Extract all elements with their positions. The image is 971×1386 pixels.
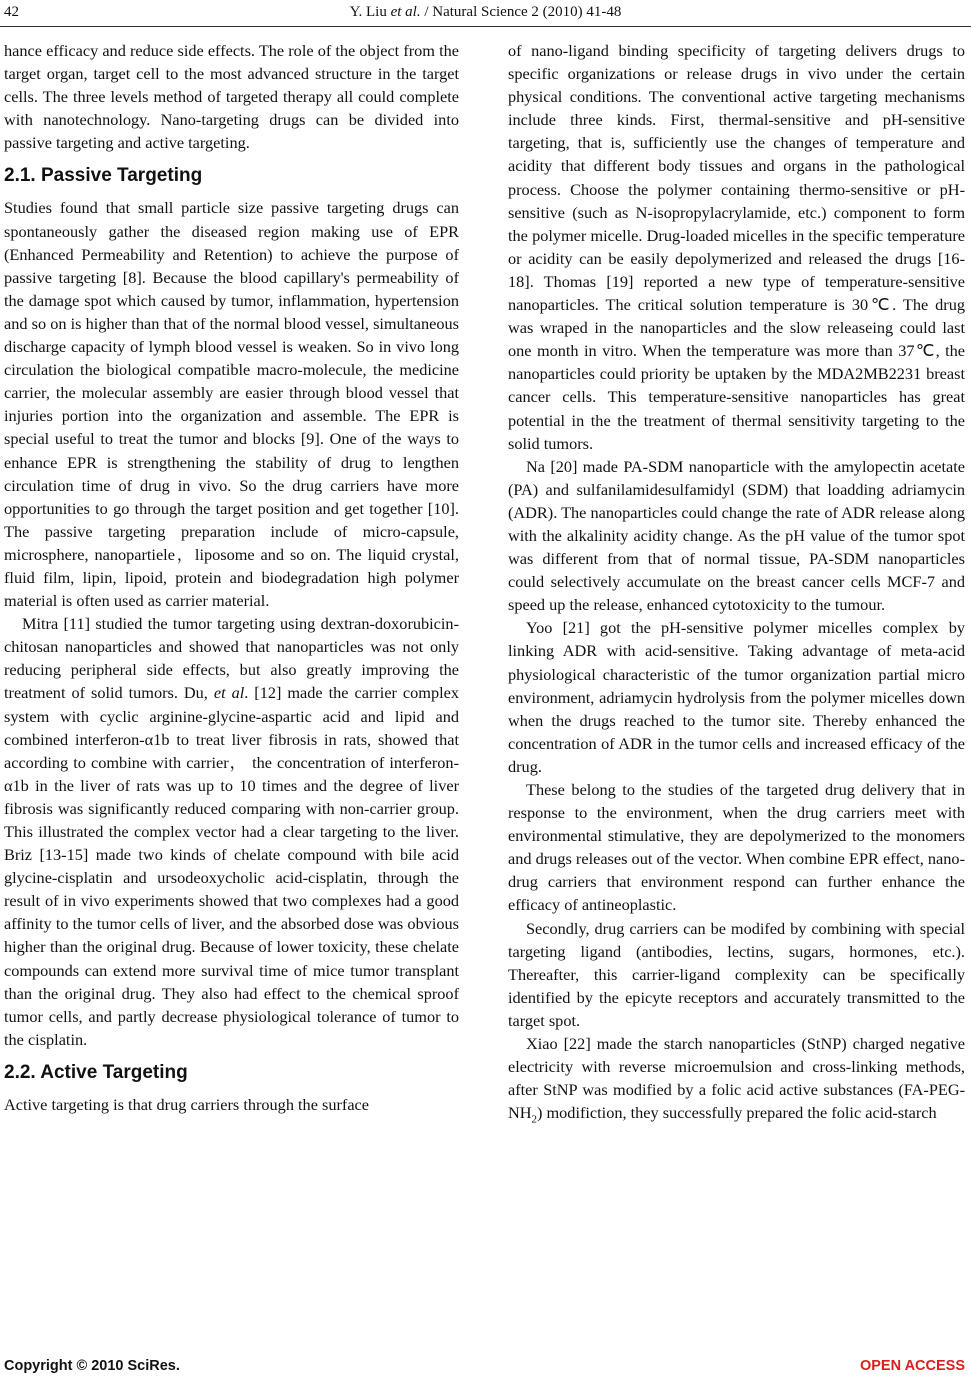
running-title xyxy=(0,4,971,21)
mitra-text-b: . [12] made the carrier complex system with cyclic arginine-glycine-aspartic acid and lipid and combined interferon-α1b to treat liver fibrosis in rats, showed that according to combine with carrier， the concentration of interferon-α1b in the liver of rats was up to 10 times and the degree of liver fibrosis was significantly reduced comparing with non-carrier group. This illustrated the complex vector had a clear targeting to the liver. Briz [13-15] made two kinds of chelate compound with bile acid glycine-cisplatin and ursodeoxycholic acid-cisplatin, through the result of in vivo experiments showed that two complexes had a good affinity to the tumor cells of liver, and the absorbed dose was obvious higher than the original drug. Because of lower toxicity, these chelate compounds can extend more survival time of mice tumor transplant than the original drug. They also had effect to the chemical sproof tumor cells, and partly decrease physiological tolerance of tumor to the cisplatin. xyxy=(4,683,459,1049)
yoo-paragraph: Yoo [21] got the pH-sensitive polymer micelles complex by linking ADR with acid-sensitive. Taking advantage of meta-acid physiological characteristic of the tumor organization partial micro environment, adriamycin hydrolysis from the polymer micelles down when the drugs reached to the tumor site. Thereby enhanced the concentration of ADR in the tumor cells and increased efficacy of the drug. xyxy=(508,618,965,776)
copyright-notice: Copyright © 2010 SciRes. xyxy=(4,1358,180,1374)
header-authors: Y. Liu xyxy=(349,4,387,20)
na-paragraph: Na [20] made PA-SDM nanoparticle with the amylopectin acetate (PA) and sulfanilamidesulfamidyl (SDM) that loadding adriamycin (ADR). The nanoparticles could change the rate of ADR release along with the alkalinity acidity change. As the pH value of the tumor spot was different from that of normal tissue, PA-SDM nanoparticles could selectively accumulate on the breast cancer cells MCF-7 and speed up the release, enhanced cytotoxicity to the tumour. xyxy=(508,456,965,615)
ligand-paragraph: Secondly, drug carriers can be modifed by combining with special targeting ligand (antibodies, lectins, sugars, hormones, etc.). Thereafter, this carrier-ligand complexity can be specifically identified by the epicyte receptors and accurately transmitted to the target spot. xyxy=(508,918,965,1030)
mitra-paragraph xyxy=(4,612,459,1051)
header-et-al: et al. xyxy=(390,4,421,20)
section-heading-active-targeting: 2.2. Active Targeting xyxy=(4,1061,188,1083)
page-number: 42 xyxy=(4,4,19,20)
mitra-et-al: et al xyxy=(213,683,245,703)
environment-response-paragraph: These belong to the studies of the targeted drug delivery that in response to the environment, when the drug carriers meet with environmental stimulative, they are depolymerized to the monomers and drugs releases out of the vector. When combine EPR effect, nano-drug carriers that environment respond can further enhance the efficacy of antineoplastic. xyxy=(508,780,965,915)
section-heading-passive-targeting: 2.1. Passive Targeting xyxy=(4,165,203,187)
right-column xyxy=(508,39,965,1124)
open-access-label: OPEN ACCESS xyxy=(859,1358,965,1374)
xiao-text-a: Xiao [22] made the starch nanoparticles (StNP) charged negative electricity with reverse microemulsion and cross-linking methods, after StNP was modified by a folic acid active substances (FA-PEG-NH xyxy=(508,1034,965,1123)
xiao-subscript: 2 xyxy=(531,1113,538,1126)
mitra-text-a: Mitra [11] studied the tumor targeting using dextran-doxorubicin-chitosan nanoparticles and showed that nanoparticles was not only reducing peripheral side effects, but also greatly improving the treatment of solid tumors. Du, xyxy=(4,614,459,703)
left-column xyxy=(4,39,459,1116)
active-continued-paragraph: of nano-ligand binding specificity of targeting delivers drugs to specific organizations or release drugs in vivo under the certain physical conditions. The conventional active targeting mechanisms include three kinds. First, thermal-sensitive and pH-sensitive targeting, that is, sufficiently use the changes of temperature and acidity that different body tissues and organs in the pathological process. Choose the polymer containing thermo-sensitive or pH-sensitive (such as N-isopropylacrylamide, etc.) component to form the polymer micelle. Drug-loaded micelles in the specific temperature or acidity can be easily depolymerized and released the drugs [16-18]. Thomas [19] reported a new type of temperature-sensitive nanoparticles. The critical solution temperature is 30℃. The drug was wraped in the nanoparticles and the slow releaseing could last one month in vitro. When the temperature was more than 37℃, the nanoparticles could priority be uptaken by the MDA2MB2231 breast cancer cells. This temperature-sensitive nanoparticles has great potential in the the treatment of thermal sensitivity targeting to the solid tumors. xyxy=(508,41,965,453)
xiao-paragraph xyxy=(508,1032,965,1124)
active-targeting-paragraph: Active targeting is that drug carriers through the surface xyxy=(4,1094,369,1114)
passive-targeting-paragraph: Studies found that small particle size passive targeting drugs can spontaneously gather the diseased region making use of EPR (Enhanced Permeability and Retention) to achieve the purpose of passive targeting [8]. Because the blood capillary's permeability of the damage spot which caused by tumor, inflammation, hypertension and so on is higher than that of the normal blood vessel, simultaneous discharge capacity of lymph blood vessel is weaken. So in vivo long circulation the biological compatible macro-molecule, the medicine carrier, the molecular assembly are easier through blood vessel that injuries portion into the organization and assemble. The EPR is special useful to treat the tumor and blocks [9]. One of the ways to enhance EPR is strengthening the stability of drug to lengthen circulation time of drug in vivo. So the drug carriers have more opportunities to go through the target position and get together [10]. The passive targeting preparation include of micro-capsule, microsphere, nanopartiele，liposome and so on. The liquid crystal, fluid film, lipin, lipoid, protein and biodegradation high polymer material is often used as carrier material. xyxy=(4,198,459,611)
xiao-text-b: ) modifiction, they successfully prepared the folic acid-starch xyxy=(537,1103,937,1123)
running-header xyxy=(0,0,971,28)
intro-paragraph: hance efficacy and reduce side effects. The role of the object from the target organ, target cell to the most advanced structure in the target cells. The three levels method of targeted therapy all could complete with nanotechnology. Nano-targeting drugs can be divided into passive targeting and active targeting. xyxy=(4,41,459,153)
header-rule xyxy=(0,26,971,27)
header-journal: / Natural Science 2 (2010) 41-48 xyxy=(424,4,622,20)
